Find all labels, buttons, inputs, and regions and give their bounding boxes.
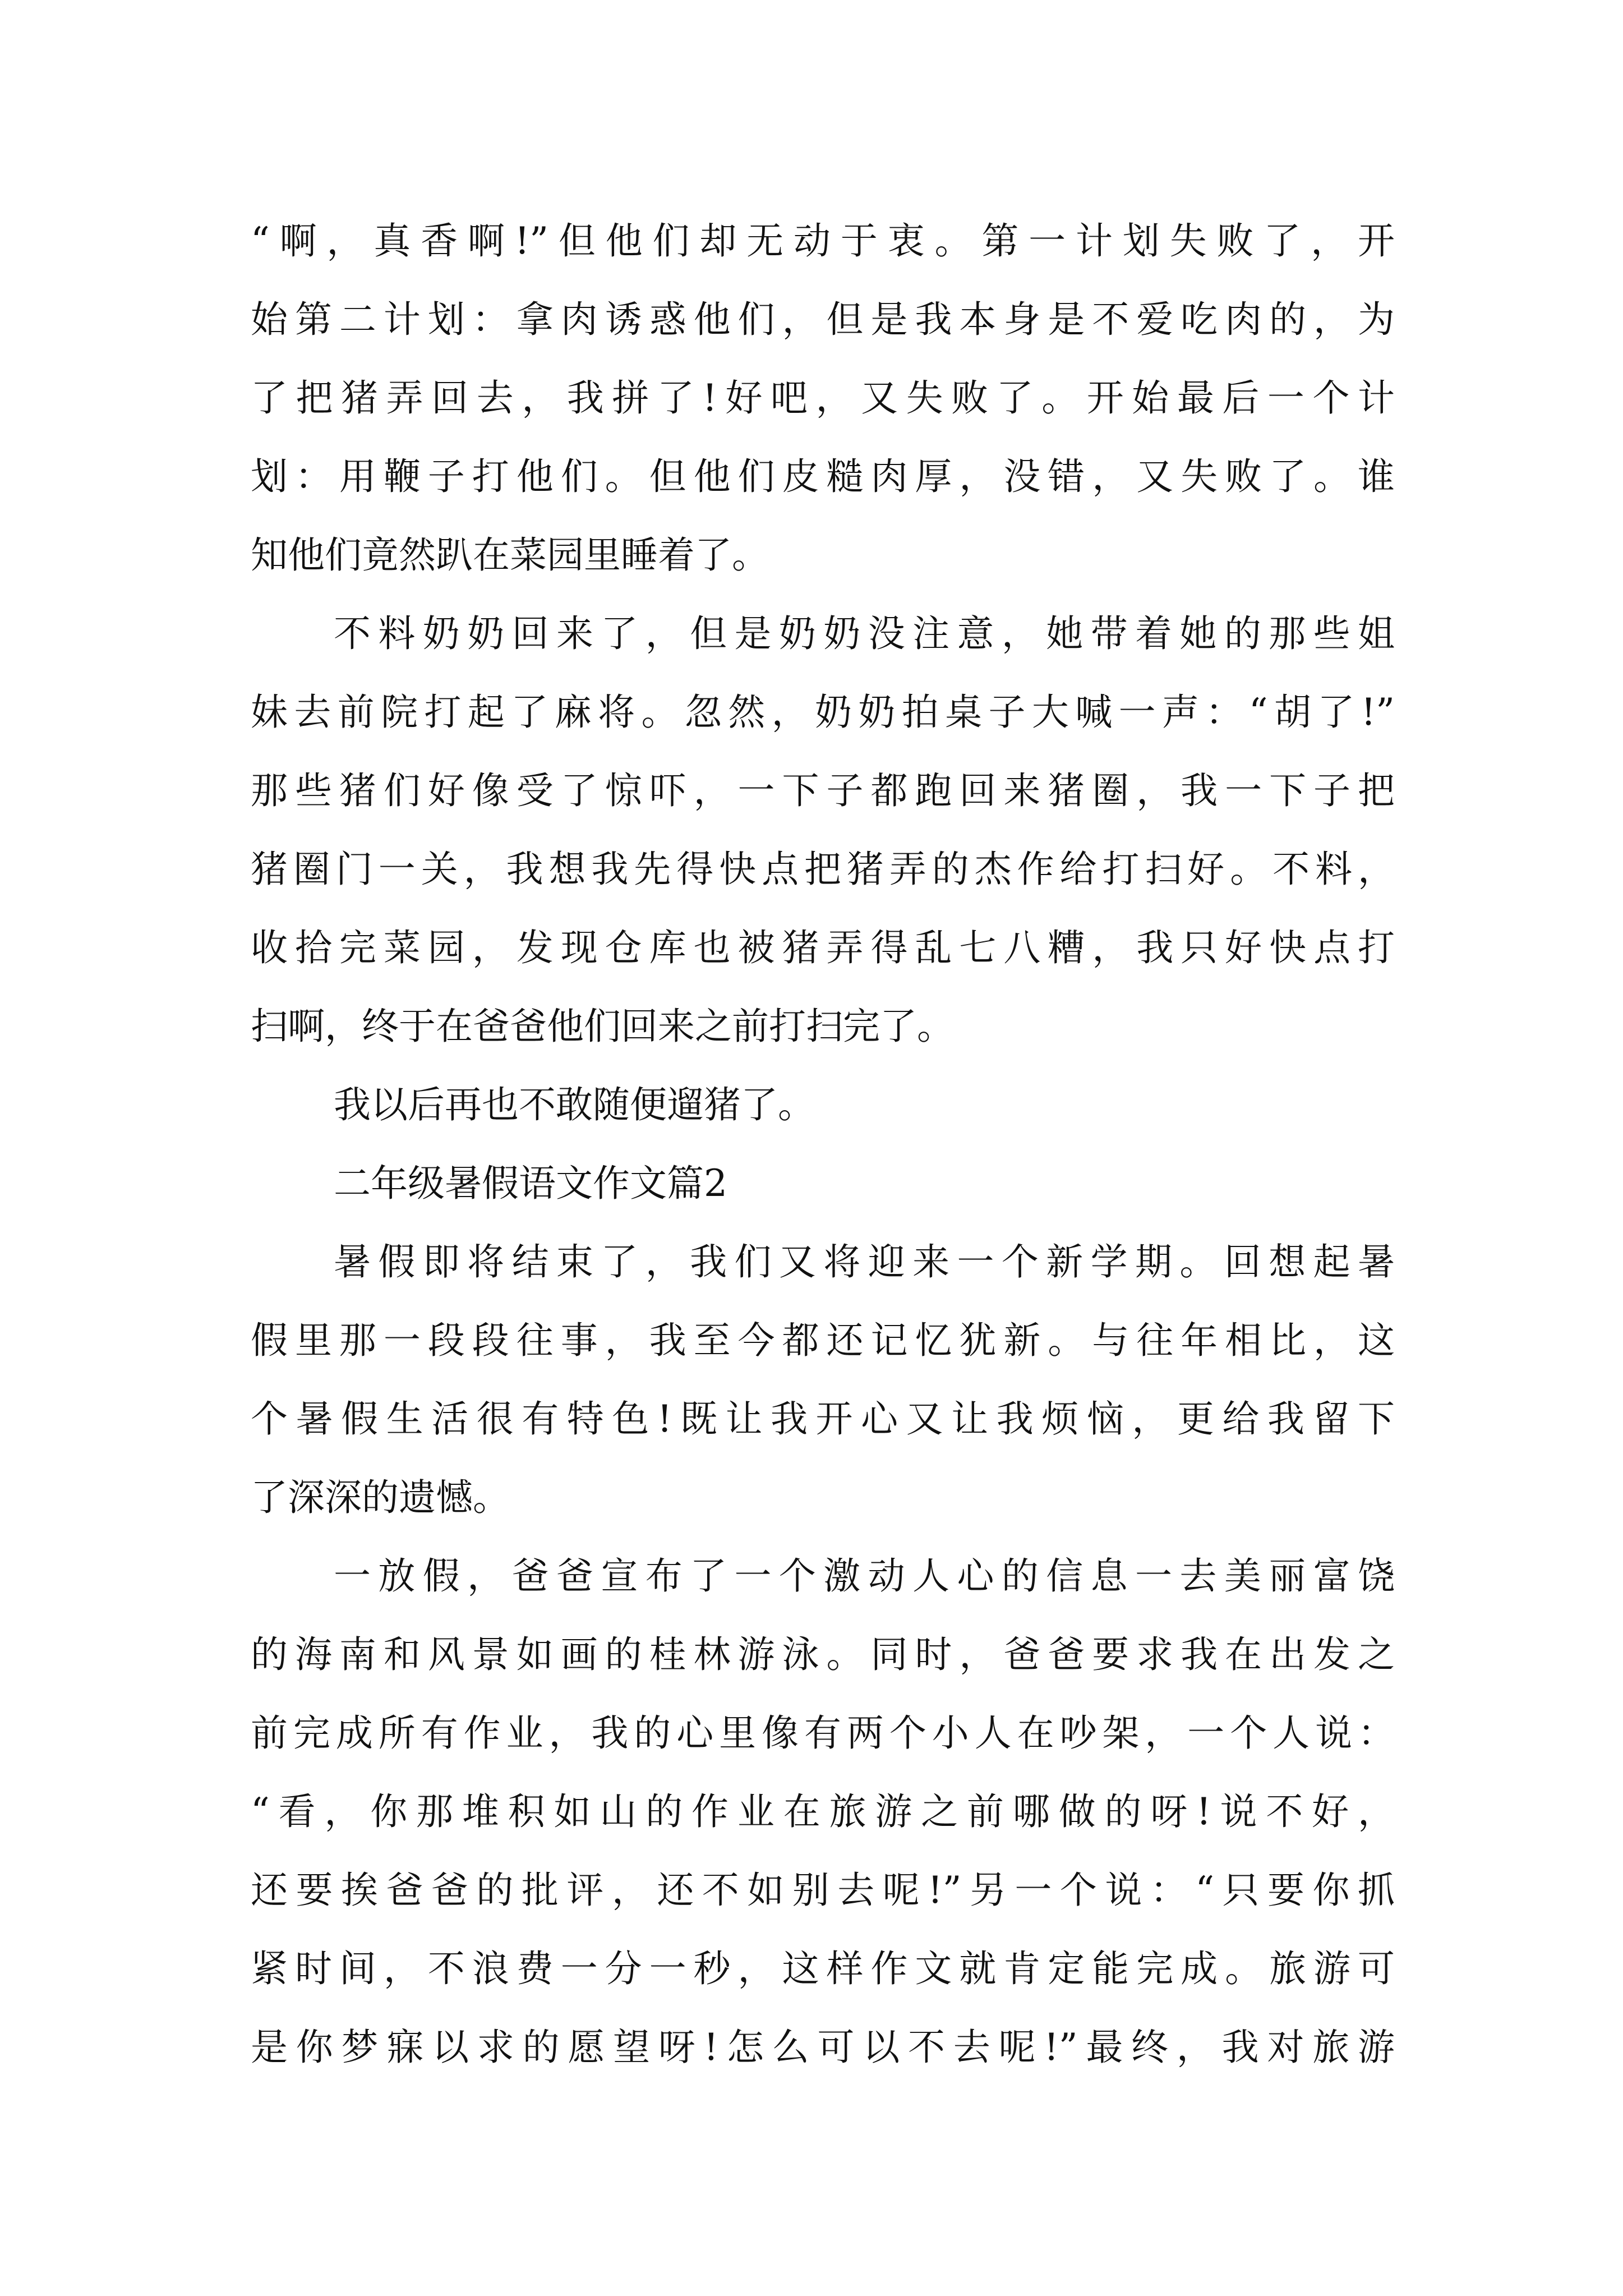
- text-line: “看，你那堆积如山的作业在旅游之前哪做的呀!说不好，: [251, 1790, 1395, 1833]
- text-line: 始第二计划：拿肉诱惑他们，但是我本身是不爱吃肉的，为: [251, 298, 1395, 341]
- text-line: 的海南和风景如画的桂林游泳。同时，爸爸要求我在出发之: [251, 1633, 1395, 1676]
- text-line: 是你梦寐以求的愿望呀!怎么可以不去呢!”最终，我对旅游: [251, 2026, 1395, 2069]
- text-line: 了把猪弄回去，我拼了!好吧，又失败了。开始最后一个计: [251, 376, 1395, 420]
- text-line: 那些猪们好像受了惊吓，一下子都跑回来猪圈，我一下子把: [251, 769, 1395, 812]
- essay-text: [251, 202, 1395, 2087]
- text-line: 暑假即将结束了，我们又将迎来一个新学期。回想起暑: [334, 1240, 1395, 1283]
- text-line: 紧时间，不浪费一分一秒，这样作文就肯定能完成。旅游可: [251, 1947, 1395, 1990]
- text-line: 收拾完菜园，发现仓库也被猪弄得乱七八糟，我只好快点打: [251, 926, 1395, 969]
- text-line: 妹去前院打起了麻将。忽然，奶奶拍桌子大喊一声：“胡了!”: [251, 691, 1395, 734]
- text-line: 知他们竟然趴在菜园里睡着了。: [251, 533, 769, 577]
- text-line: 划：用鞭子打他们。但他们皮糙肉厚，没错，又失败了。谁: [251, 455, 1395, 498]
- text-line: 一放假，爸爸宣布了一个激动人心的信息一去美丽富饶: [334, 1554, 1395, 1598]
- text-line: 了深深的遗憾。: [251, 1476, 510, 1519]
- text-line: 假里那一段段往事，我至今都还记忆犹新。与往年相比，这: [251, 1319, 1395, 1362]
- text-line: 前完成所有作业，我的心里像有两个小人在吵架，一个人说：: [251, 1711, 1395, 1755]
- text-line: “啊，真香啊!”但他们却无动于衷。第一计划失败了，开: [251, 219, 1395, 263]
- text-line: 不料奶奶回来了，但是奶奶没注意，她带着她的那些姐: [334, 612, 1395, 655]
- text-line: 扫啊，终于在爸爸他们回来之前打扫完了。: [251, 1005, 954, 1048]
- text-line: 我以后再也不敢随便遛猪了。: [334, 1083, 815, 1126]
- section-heading: 二年级暑假语文作文篇2: [334, 1162, 727, 1205]
- text-line: 还要挨爸爸的批评，还不如别去呢!”另一个说：“只要你抓: [251, 1869, 1395, 1912]
- text-line: 个暑假生活很有特色!既让我开心又让我烦恼，更给我留下: [251, 1397, 1395, 1441]
- text-line: 猪圈门一关，我想我先得快点把猪弄的杰作给打扫好。不料，: [251, 848, 1395, 891]
